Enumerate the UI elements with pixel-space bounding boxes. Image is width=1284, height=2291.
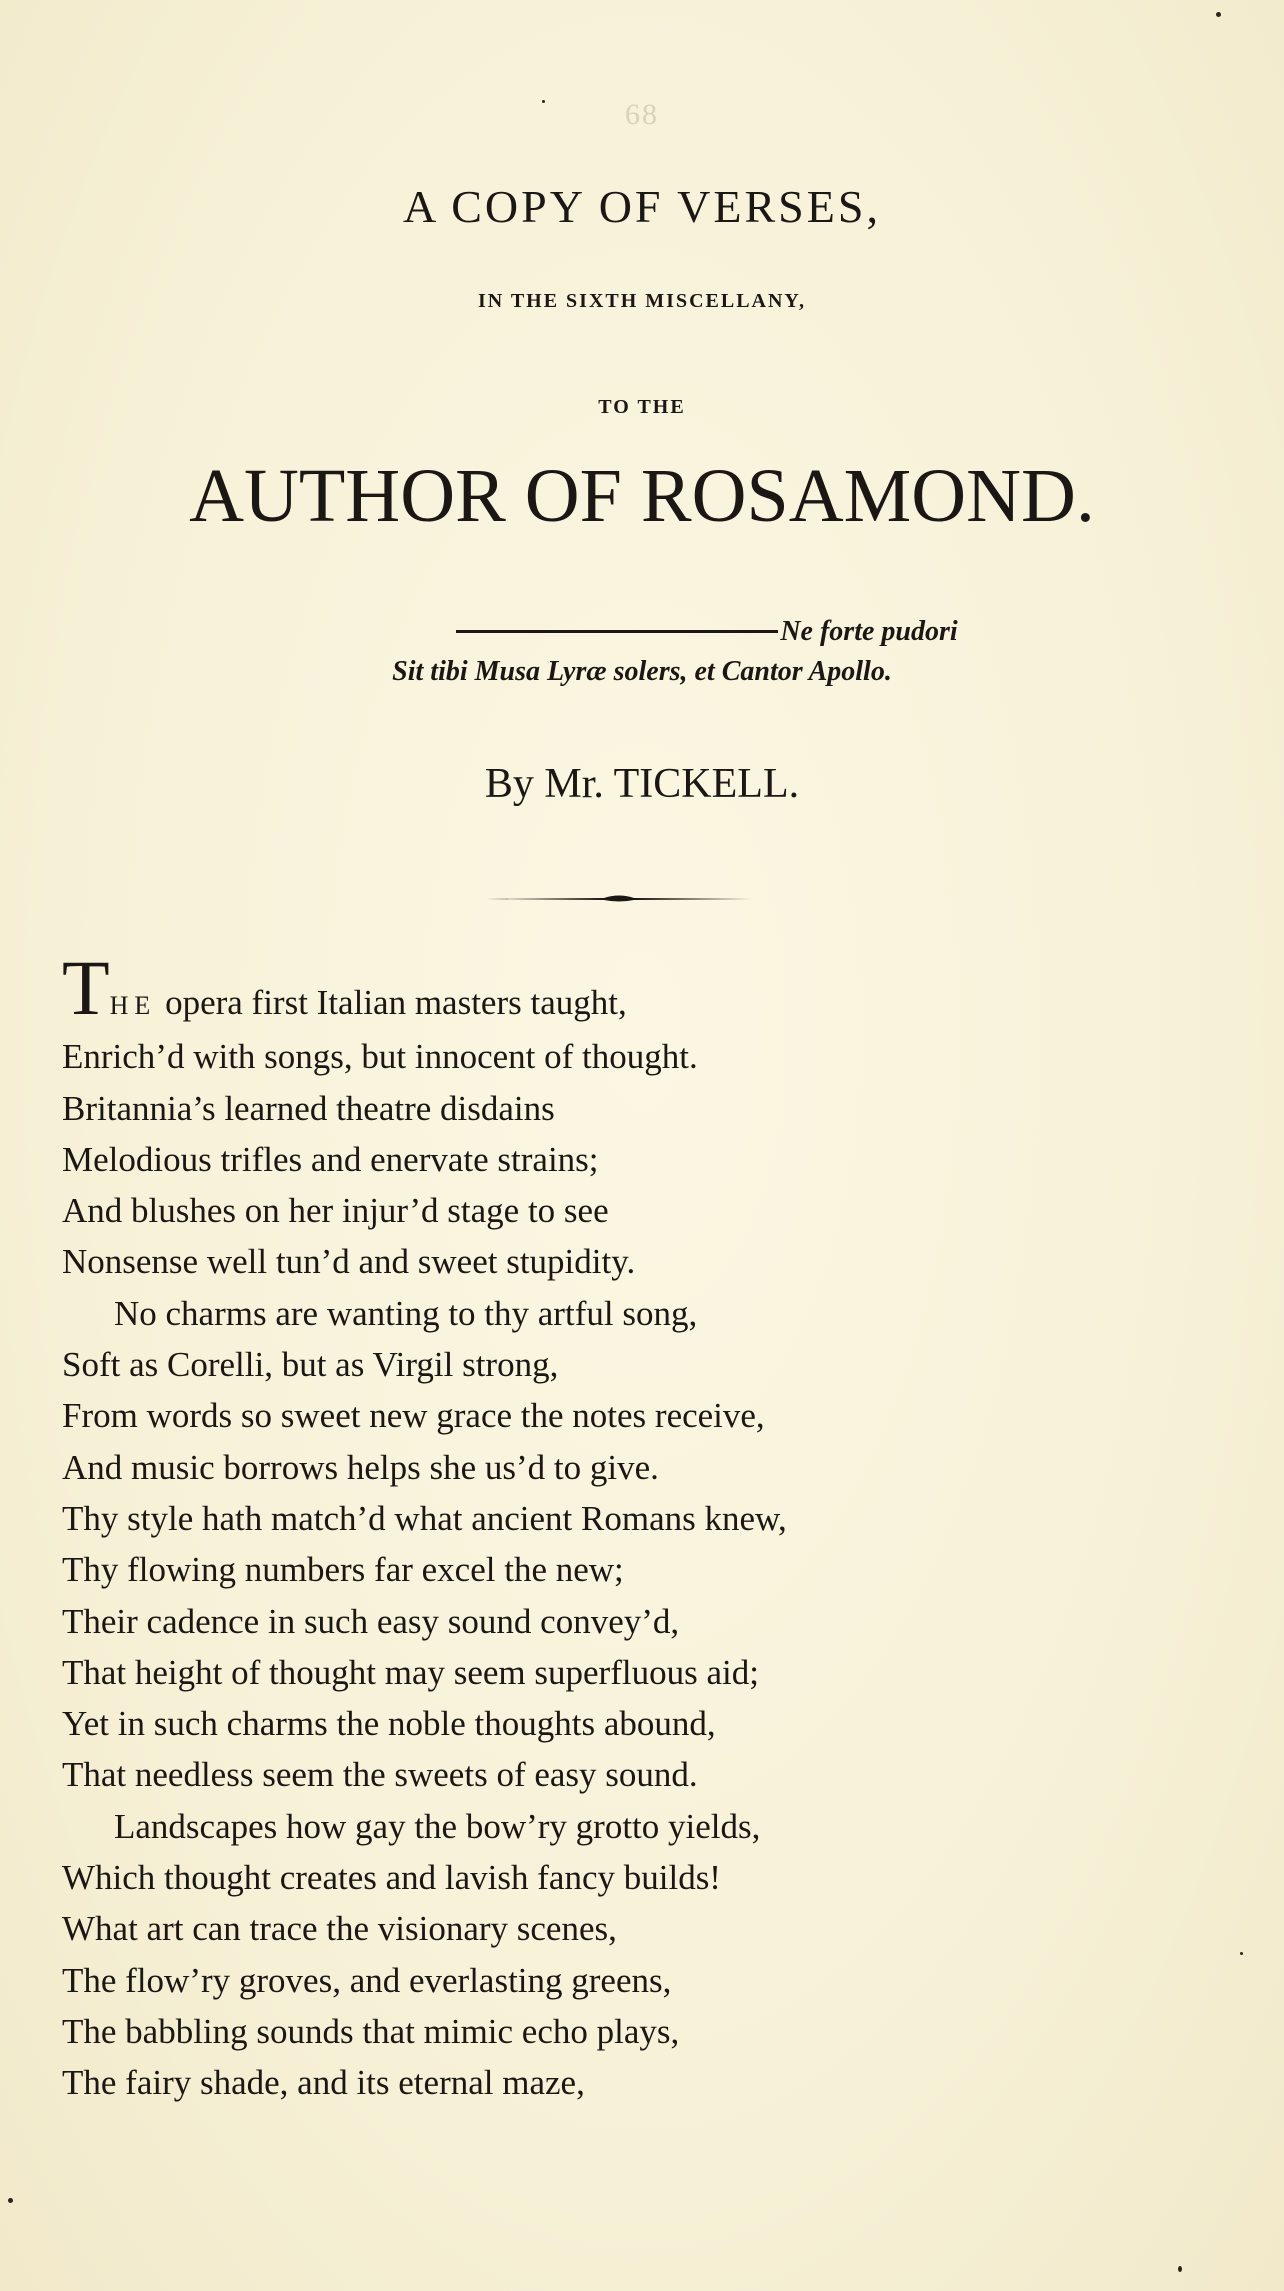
poem-line: Thy style hath match’d what ancient Romans knew, (62, 1498, 787, 1538)
poem-line: The flow’ry groves, and everlasting greens, (62, 1960, 672, 2000)
first-line-rest: opera first Italian masters taught, (156, 983, 627, 1022)
byline: By Mr. TICKELL. (484, 761, 800, 807)
page-title: A COPY OF VERSES, (403, 181, 881, 232)
poem-line: And music borrows helps she us’d to give. (62, 1447, 659, 1487)
subtitle-miscellany: IN THE SIXTH MISCELLANY, (477, 290, 807, 312)
ornament-rule (484, 892, 754, 906)
ink-speck (1240, 1952, 1243, 1955)
poem-line: The fairy shade, and its eternal maze, (62, 2063, 585, 2103)
ink-speck (1216, 12, 1221, 17)
poem-line: That height of thought may seem superfluous aid; (62, 1652, 759, 1692)
poem-line: And blushes on her injur’d stage to see (62, 1191, 609, 1231)
first-word-smallcaps: HE (109, 991, 157, 1020)
poem-line: What art can trace the visionary scenes, (62, 1909, 617, 1949)
poem-line: Landscapes how gay the bow’ry grotto yields, (114, 1806, 761, 1846)
poem-line-first (62, 944, 1242, 1031)
motto-line-1: Ne forte pudori (780, 616, 958, 647)
drop-cap: T (62, 944, 110, 1031)
poem-line: That needless seem the sweets of easy sound. (62, 1755, 698, 1795)
poem-line: Enrich’d with songs, but innocent of thought. (62, 1037, 698, 1077)
ink-speck (542, 100, 545, 103)
poem-line: Britannia’s learned theatre disdains (62, 1088, 555, 1128)
poem-line: Which thought creates and lavish fancy builds! (62, 1858, 721, 1898)
ink-speck (8, 2198, 13, 2203)
motto-dash (456, 630, 778, 633)
poem-body (62, 944, 1242, 2109)
motto-line-1-wrap (0, 612, 1284, 652)
poem-line: The babbling sounds that mimic echo plays, (62, 2011, 680, 2051)
subtitle-to-the: TO THE (598, 396, 686, 418)
poem-line: No charms are wanting to thy artful song, (114, 1293, 698, 1333)
poem-line: Yet in such charms the noble thoughts abound, (62, 1704, 716, 1744)
motto-line-2: Sit tibi Musa Lyræ solers, et Cantor Apollo. (392, 656, 892, 687)
ink-speck (1178, 2266, 1182, 2272)
page-number: 68 (625, 98, 659, 131)
heading-author-of-rosamond: AUTHOR OF ROSAMOND. (189, 454, 1095, 538)
poem-line: Their cadence in such easy sound convey’d, (62, 1601, 680, 1641)
poem-line: Melodious trifles and enervate strains; (62, 1139, 599, 1179)
poem-line: Soft as Corelli, but as Virgil strong, (62, 1345, 559, 1385)
poem-line: Thy flowing numbers far excel the new; (62, 1550, 624, 1590)
latin-motto (0, 612, 1284, 692)
poem-line: From words so sweet new grace the notes receive, (62, 1396, 765, 1436)
poem-line: Nonsense well tun’d and sweet stupidity. (62, 1242, 636, 1282)
